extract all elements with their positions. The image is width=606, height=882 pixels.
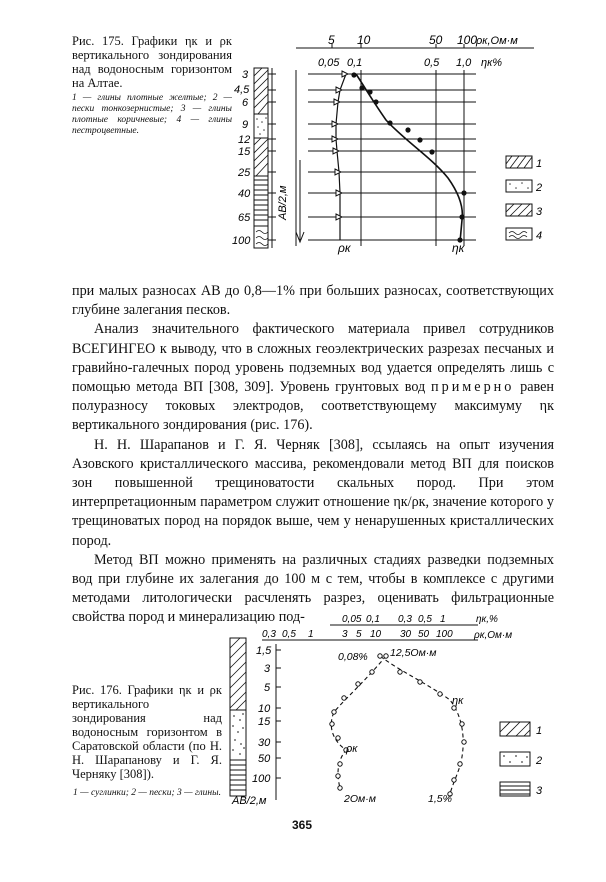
fig175-depth-6: 6 [242, 97, 249, 109]
fig176-eta-curve [380, 656, 463, 794]
fig175-legend-num-1: 1 [536, 158, 543, 170]
fig175-legend-num-4: 4 [536, 230, 543, 242]
fig176-rho-tick-3: 3 [342, 629, 348, 640]
fig176-rho-tick-03: 0,3 [262, 629, 276, 640]
fig176-depth-3: 3 [264, 663, 271, 675]
fig176-depth-5: 5 [264, 682, 271, 694]
fig176-rho-tick-30: 30 [400, 629, 412, 640]
fig176-rho-tick-50: 50 [418, 629, 430, 640]
fig175-depth-25: 25 [238, 167, 251, 179]
fig176-annot-bottom-rho: 2Ом·м [344, 793, 376, 805]
fig176-rho-label: ρк [346, 743, 358, 755]
fig176-legend-boxes [500, 722, 543, 797]
fig176-depth-15: 15 [258, 716, 271, 728]
fig176-eta-unit: ηк,% [476, 614, 498, 625]
fig176-caption [72, 683, 222, 781]
fig176-depth-30: 30 [258, 737, 271, 749]
fig175-eta-unit: ηк% [481, 57, 503, 69]
fig175-depth-3: 3 [242, 69, 249, 81]
paragraph-2-part-a: Анализ значительного фактического материала привел сотрудников ВСЕГИНГЕО к выводу, что в сложных геоэлектрических разрезах песчаных и гравийно-галечных пород уровень подземных вод удается определять лишь с помощью метода ВП [308, 309]. Уровень грунтовых вод [72, 321, 554, 396]
paragraph-2-spaced: примерно [431, 379, 515, 396]
fig175-depth-40: 40 [238, 188, 251, 200]
fig176-eta-label: ηк [452, 695, 464, 707]
fig175-eta-tick-05: 0,5 [424, 57, 440, 69]
fig175-eta-tick-005: 0,05 [318, 57, 340, 69]
fig175-rho-unit: ρк,Ом·м [476, 35, 518, 47]
fig176-rho-curve [331, 656, 386, 788]
fig175-depth-100: 100 [232, 235, 251, 247]
fig175-depth-4-5: 4,5 [234, 84, 250, 96]
fig175-caption [72, 34, 232, 90]
fig175-grid [296, 70, 476, 246]
fig175-rho-label: ρк [338, 241, 351, 255]
fig176-eta-tick-01: 0,1 [366, 614, 380, 625]
fig175-eta-tick-10: 1,0 [456, 57, 472, 69]
fig176-lithology-column [230, 638, 246, 796]
paragraph-4: Метод ВП можно применять на различных стадиях разведки подземных вод при глубине их залегания до 100 м с тем, чтобы в комплексе с другими методами литологически расчленять разрез, оценивать фильтрационные свойства пород и минерализацию под- [72, 551, 554, 626]
fig175-rho-tick-5: 5 [328, 33, 335, 47]
fig176-eta-tick-1: 1 [440, 614, 446, 625]
fig175-eta-tick-01: 0,1 [347, 57, 363, 69]
fig175-rho-tick-100: 100 [457, 33, 478, 47]
body-text [72, 282, 554, 628]
fig175-depth-65: 65 [238, 212, 251, 224]
page-number: 365 [292, 818, 313, 832]
fig176-axis-label: AB/2,м [232, 795, 267, 807]
fig176-legend-num-1: 1 [536, 725, 543, 737]
fig176-legend-num-2: 2 [536, 755, 543, 767]
fig175-rho-tick-10: 10 [357, 33, 371, 47]
fig175-lithology-column [254, 68, 268, 248]
fig175-legend-boxes [506, 156, 543, 242]
fig176-rho-tick-10: 10 [370, 629, 382, 640]
fig176-depth-1-5: 1,5 [256, 645, 272, 657]
fig175-depth-15: 15 [238, 146, 251, 158]
fig176-annot-top-rho: 12,5Ом·м [390, 647, 437, 659]
fig175-depth-9: 9 [242, 119, 249, 131]
fig175-depth-12: 12 [238, 134, 251, 146]
fig175-legend-text: 1 — глины плотные желтые; 2 — пески тонкозернистые; 3 — глины плотные коричневые; 4 — глины пестроцветные. [72, 93, 232, 136]
fig175-eta-label: ηк [452, 241, 465, 255]
fig175-legend-num-2: 2 [536, 182, 543, 194]
fig175-caption-title: Рис. 175. Графики ηк и ρк вертикального зондирования над водоносным горизонтом на Алтае. [72, 34, 232, 90]
fig175-legend-num-3: 3 [536, 206, 543, 218]
fig176-legend-num-3: 3 [536, 785, 543, 797]
fig176-chart [228, 608, 558, 808]
fig176-eta-tick-05: 0,5 [418, 614, 432, 625]
fig176-legend-text: 1 — суглинки; 2 — пески; 3 — глины. [73, 788, 221, 798]
fig176-eta-points [378, 654, 466, 796]
paragraph-3: Н. Н. Шарапанов и Г. Я. Черняк [308], ссылаясь на опыт изучения Азовского кристаллического массива, рекомендовали метод ВП для поисков зон повышенной трещиноватости скальных пород. При этом интерпретационным параметром служит отношение ηк/ρк, значение которого у трещиноватых пород на порядок выше, чем у ненарушенных кристаллических пород. [72, 436, 554, 549]
fig175-rho-tick-50: 50 [429, 33, 443, 47]
fig176-depth-100: 100 [252, 773, 271, 785]
paragraph-2 [72, 320, 554, 435]
fig176-eta-tick-005: 0,05 [342, 614, 362, 625]
fig176-depth-10: 10 [258, 703, 271, 715]
fig175-chart [232, 30, 566, 255]
fig176-rho-tick-100: 100 [436, 629, 453, 640]
paragraph-2-part-b: равен полуразносу токовых электродов, соответствующему максимуму ηк вертикального зондирования (рис. 176). [72, 379, 554, 434]
fig176-depth-50: 50 [258, 753, 271, 765]
fig176-annot-top-eta: 0,08% [338, 651, 368, 663]
fig176-eta-tick-03: 0,3 [398, 614, 412, 625]
fig176-rho-tick-5: 5 [356, 629, 362, 640]
fig176-rho-unit: ρк,Ом·м [474, 630, 513, 641]
fig176-caption-title: Рис. 176. Графики ηк и ρк вертикального зондирования над водоносным горизонтом в Саратовской области (по Н. Н. Шарапанову и Г. Я. Черняку [308]). [72, 683, 222, 781]
fig176-rho-tick-05: 0,5 [282, 629, 296, 640]
paragraph-1: при малых разносах AB до 0,8—1% при больших разносах, соответствующих глубине залегания песков. [72, 283, 554, 319]
fig175-axis-label: AB/2,м [277, 185, 289, 220]
fig176-annot-bottom-eta: 1,5% [428, 793, 452, 805]
fig176-rho-tick-1: 1 [308, 629, 314, 640]
